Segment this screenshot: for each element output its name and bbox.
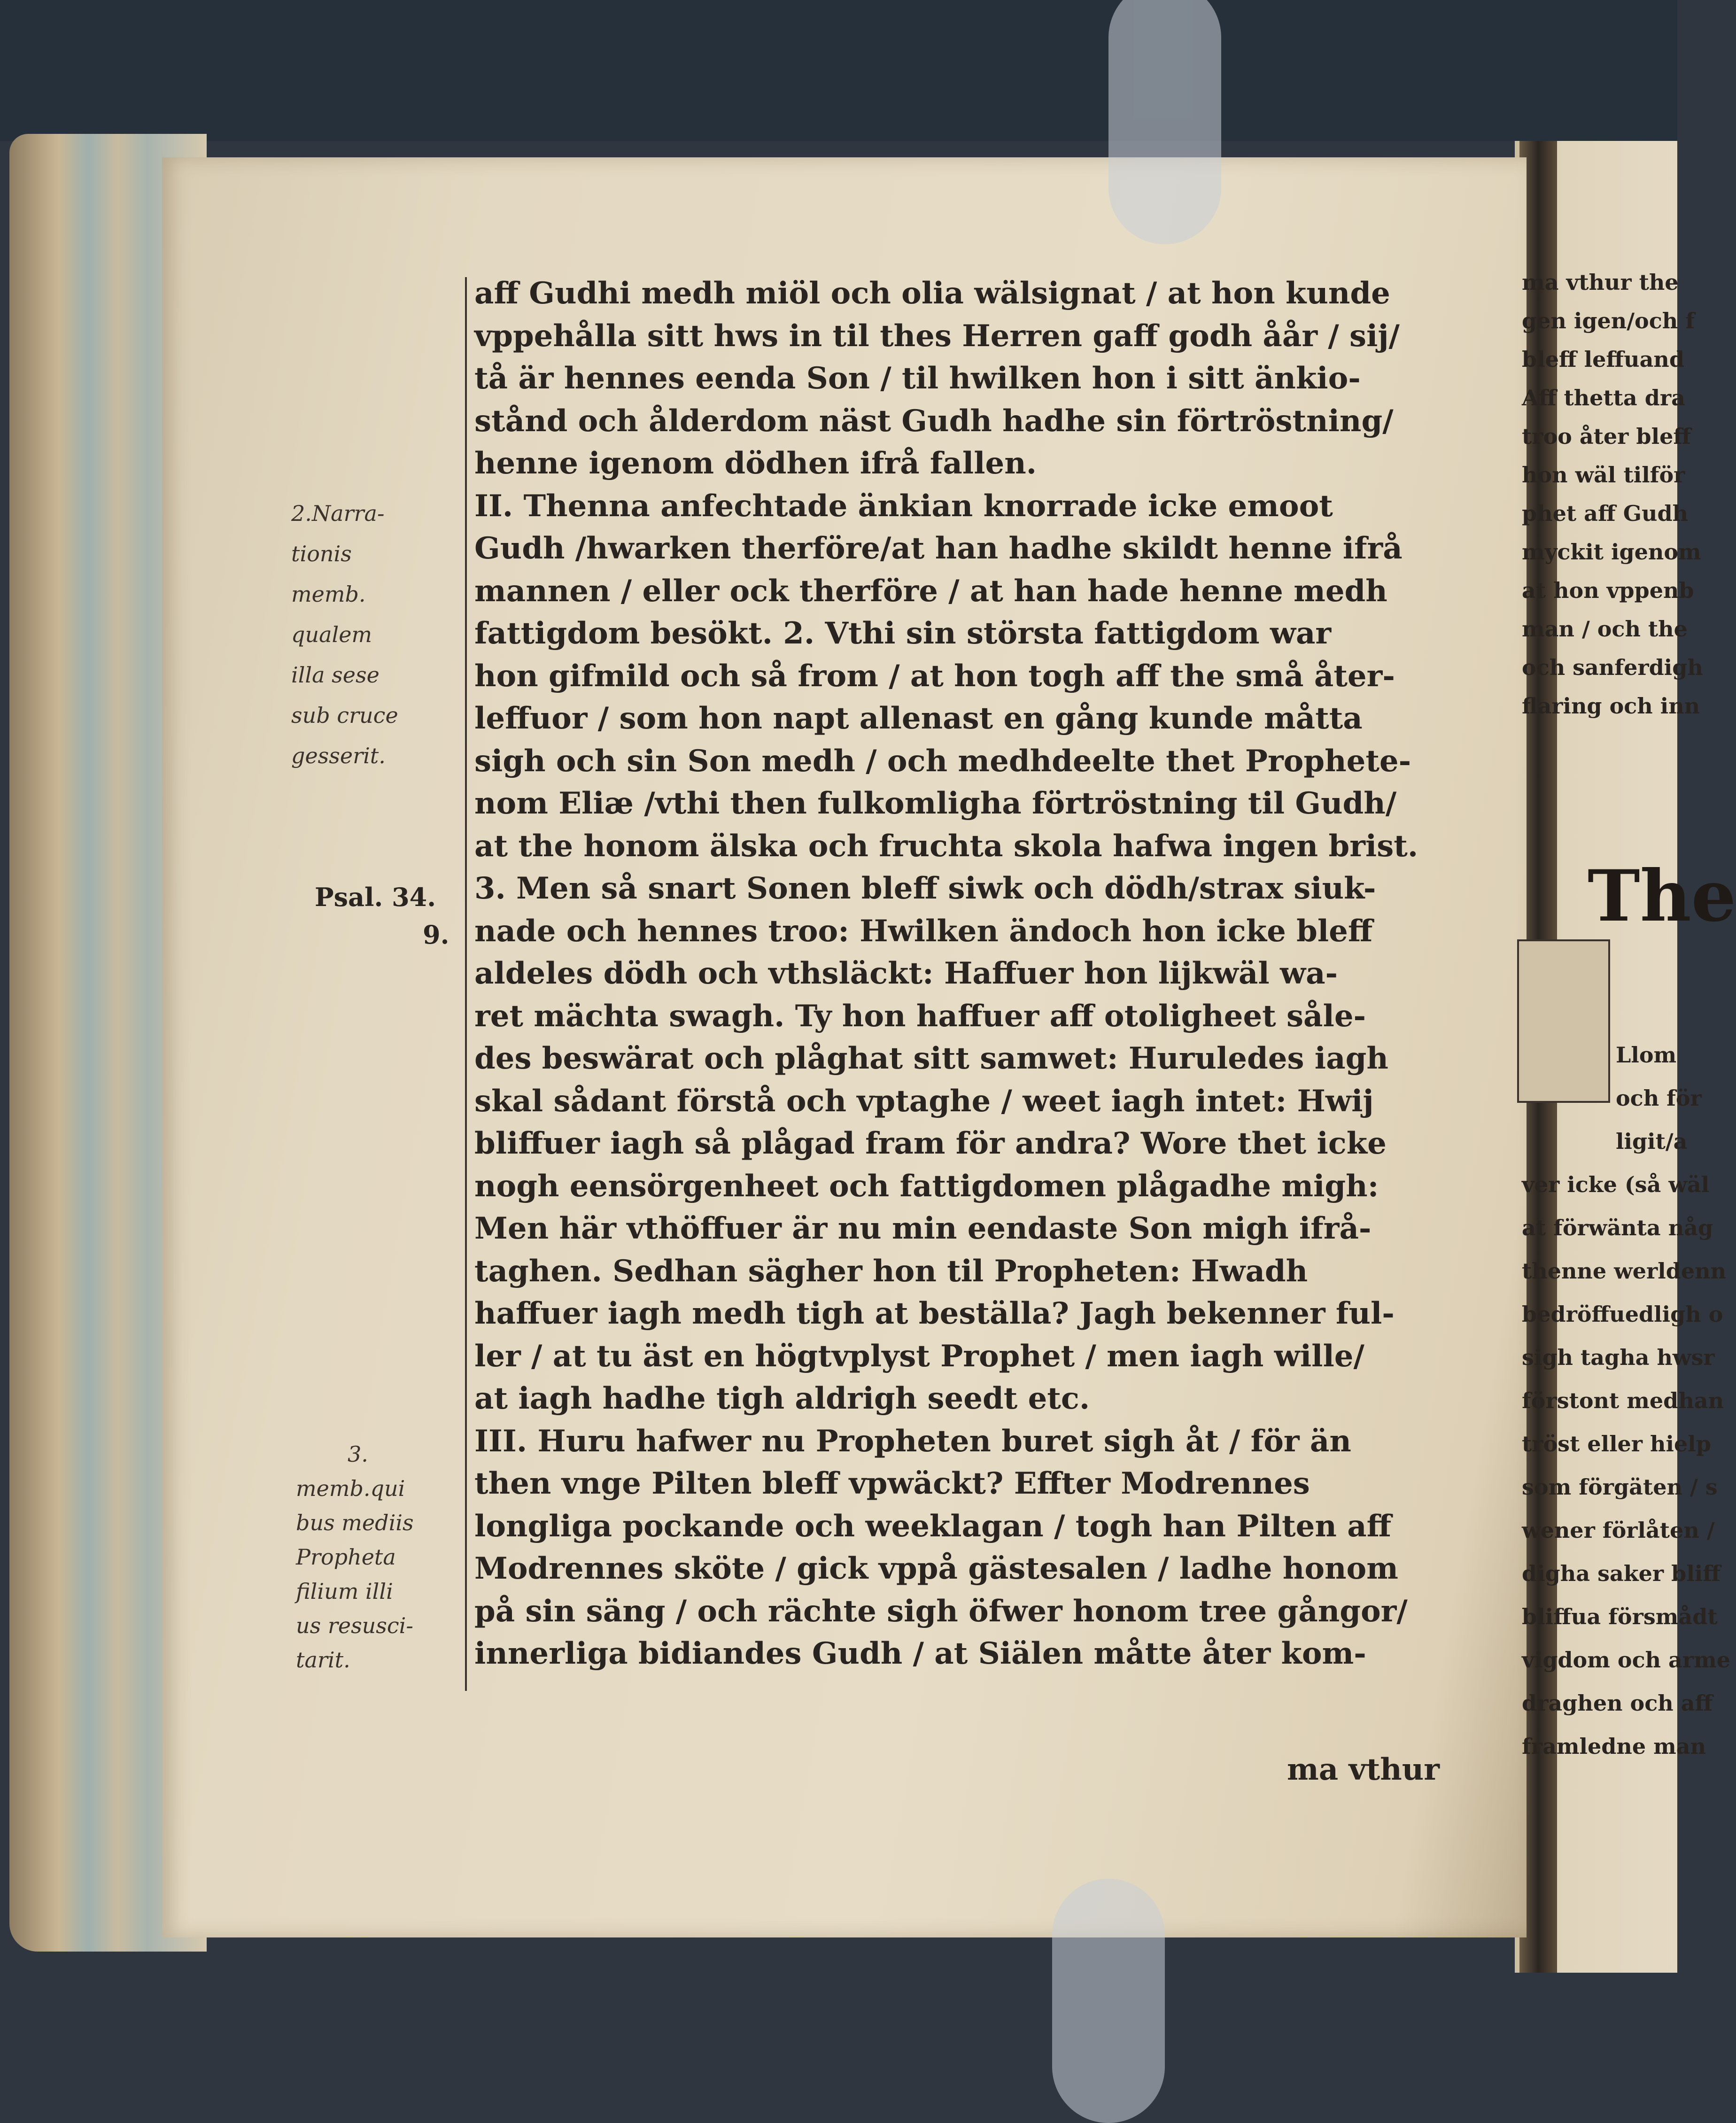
text-line: at förwänta någ [1522,1215,1713,1240]
text-line: aldeles dödh och vthsläckt: Haffuer hon lijkwäl wa- [474,956,1338,991]
margin-line: 2.Narra- [291,501,385,526]
text-line: hon gifmild och så from / at hon togh aff the små åter- [474,658,1395,694]
text-line: nogh eensörgenheet och fattigdomen plågadhe migh: [474,1168,1379,1204]
right-page-heading: The [1588,855,1736,938]
text-line: aff Gudhi medh miöl och olia wälsignat / at hon kunde [474,276,1390,311]
text-line: henne igenom dödhen ifrå fallen. [474,446,1037,481]
text-line: ligit/a [1616,1129,1688,1154]
text-line: at hon vppenb [1522,578,1694,603]
margin-line: memb.qui [296,1476,405,1501]
text-line: then vnge Pilten bleff vpwäckt? Effter Modrennes [474,1466,1310,1501]
text-line: taghen. Sedhan sägher hon til Propheten: Hwadh [474,1253,1308,1289]
text-line: myckit igenom [1522,539,1701,565]
margin-line: memb. [291,581,366,607]
text-line: Men här vthöffuer är nu min eendaste Son migh ifrå- [474,1211,1372,1246]
text-line: och för [1616,1085,1702,1111]
text-line: bliffuer iagh så plågad fram för andra? Wore thet icke [474,1126,1387,1161]
text-line: flaring och inn [1522,693,1700,719]
text-line: nom Eliæ /vthi then fulkomligha förtröstning til Gudh/ [474,786,1397,821]
text-line: förstont medhan [1522,1388,1724,1413]
text-line: tå är hennes eenda Son / til hwilken hon i sitt änkio- [474,361,1361,396]
text-line: III. Huru hafwer nu Propheten buret sigh åt / för än [474,1423,1351,1459]
text-line: skal sådant förstå och vptaghe / weet iagh intet: Hwij [474,1083,1374,1119]
text-line: Modrennes sköte / gick vppå gästesalen / ladhe honom [474,1551,1398,1586]
text-line: vigdom och arme [1522,1647,1731,1673]
text-line: haffuer iagh medh tigh at beställa? Jagh bekenner ful- [474,1296,1395,1331]
text-line: man / och the [1522,616,1688,642]
text-line: fattigdom besökt. 2. Vthi sin största fattigdom war [474,616,1332,651]
text-line: Gudh /hwarken therföre/at han hadhe skildt henne ifrå [474,531,1403,566]
text-line: II. Thenna anfechtade änkian knorrade icke emoot [474,488,1333,524]
text-line: framledne man [1522,1734,1706,1759]
text-line: draghen och aff [1522,1690,1713,1716]
margin-line: us resusci- [296,1613,413,1638]
text-line: hon wäl tilför [1522,462,1685,488]
text-line: ver icke (så wäl [1522,1172,1710,1197]
text-line: sigh tagha hwsr [1522,1345,1715,1370]
margin-line: tarit. [296,1647,350,1673]
margin-line: sub cruce [291,703,398,728]
text-line: mannen / eller ock therföre / at han hade henne medh [474,573,1387,609]
margin-line: illa sese [291,662,380,688]
text-line: Llom [1616,1042,1677,1068]
text-line: at the honom älska och fruchta skola hafwa ingen brist. [474,828,1418,864]
text-line: ma vthur the [1522,270,1679,295]
text-line: thenne werldenn [1522,1258,1727,1284]
margin-line: gesserit. [291,743,386,768]
page-clip-bottom [1052,1879,1165,2123]
text-line: gen igen/och f [1522,308,1695,333]
text-line: 3. Men så snart Sonen bleff siwk och dödh/strax siuk- [474,871,1376,906]
psalm-ref-line: Psal. 34. [315,882,436,912]
right-page-text-top [1522,263,1703,725]
text-line: ret mächta swagh. Ty hon haffuer aff otoligheet såle- [474,998,1366,1034]
margin-line: tionis [291,541,352,566]
text-line: digha saker bliff [1522,1561,1721,1586]
text-line: innerliga bidiandes Gudh / at Siälen måtte åter kom- [474,1636,1366,1671]
text-line: Aff thetta dra [1522,385,1685,411]
text-line: bliffua försmådt [1522,1604,1718,1629]
catchword: ma vthur [1287,1752,1440,1787]
background [0,0,1677,141]
text-line: troo åter bleff [1522,424,1691,449]
text-line: som förgäten / s [1522,1474,1718,1500]
text-line: wener förlåten / [1522,1518,1715,1543]
text-line: phet aff Gudh [1522,501,1689,526]
margin-note-narrationis [291,493,460,776]
text-line: des beswärat och plåghat sitt samwet: Huruledes iagh [474,1041,1388,1076]
text-line: tröst eller hielp [1522,1431,1711,1457]
text-line: nade och hennes troo: Hwilken ändoch hon icke bleff [474,913,1373,949]
text-line: vppehålla sitt hws in til thes Herren gaff godh åår / sij/ [474,318,1400,354]
text-line: och sanferdigh [1522,655,1703,680]
text-line: bleff leffuand [1522,347,1685,372]
text-line: på sin säng / och rächte sigh öfwer honom tree gångor/ [474,1593,1408,1629]
margin-rule [465,277,467,1691]
text-line: ler / at tu äst en högtvplyst Prophet / men iagh wille/ [474,1338,1364,1374]
margin-note-membrum-3 [296,1437,465,1677]
text-line: stånd och ålderdom näst Gudh hadhe sin förtröstning/ [474,403,1394,439]
margin-psalm-reference [315,878,465,953]
psalm-ref-line: 9. [423,920,450,950]
text-line: leffuor / som hon napt allenast en gång kunde måtta [474,701,1363,736]
margin-line: 3. [348,1441,368,1467]
right-page-text-bottom [1522,1033,1731,1768]
text-line: bedröffuedligh o [1522,1302,1723,1327]
margin-line: bus mediis [296,1510,414,1535]
page-clip-top [1108,0,1221,244]
main-text-block [474,272,1465,1675]
margin-line: Propheta [296,1544,396,1570]
margin-line: filium illi [296,1579,393,1604]
text-line: at iagh hadhe tigh aldrigh seedt etc. [474,1381,1090,1416]
margin-line: qualem [291,622,372,647]
text-line: longliga pockande och weeklagan / togh han Pilten aff [474,1508,1392,1544]
text-line: sigh och sin Son medh / och medhdeelte thet Prophete- [474,743,1411,779]
